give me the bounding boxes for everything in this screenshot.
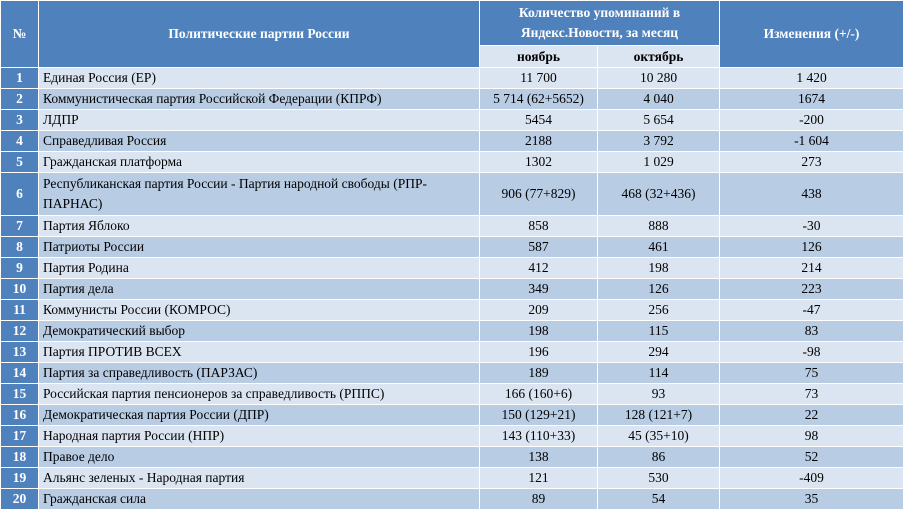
- change-value: 35: [720, 489, 904, 510]
- table-row: [1, 384, 904, 405]
- row-number: 13: [1, 342, 39, 363]
- november-count: 196: [480, 342, 598, 363]
- november-count: 89: [480, 489, 598, 510]
- november-count: 5454: [480, 110, 598, 131]
- change-value: 438: [720, 173, 904, 216]
- change-value: 22: [720, 405, 904, 426]
- table-row: [1, 426, 904, 447]
- header-party: Политические партии России: [39, 1, 480, 68]
- row-number: 1: [1, 68, 39, 89]
- party-name: ЛДПР: [39, 110, 480, 131]
- october-count: 530: [598, 468, 720, 489]
- header-november: ноябрь: [480, 46, 598, 68]
- october-count: 4 040: [598, 89, 720, 110]
- row-number: 16: [1, 405, 39, 426]
- october-count: 114: [598, 363, 720, 384]
- table-row: [1, 258, 904, 279]
- change-value: 98: [720, 426, 904, 447]
- november-count: 189: [480, 363, 598, 384]
- table-row: [1, 110, 904, 131]
- october-count: 3 792: [598, 131, 720, 152]
- october-count: 126: [598, 279, 720, 300]
- november-count: 2188: [480, 131, 598, 152]
- party-name: Партия Родина: [39, 258, 480, 279]
- table-row: [1, 131, 904, 152]
- change-value: 214: [720, 258, 904, 279]
- table-row: [1, 279, 904, 300]
- october-count: 128 (121+7): [598, 405, 720, 426]
- november-count: 11 700: [480, 68, 598, 89]
- row-number: 18: [1, 447, 39, 468]
- party-name: Партия ПРОТИВ ВСЕХ: [39, 342, 480, 363]
- row-number: 17: [1, 426, 39, 447]
- change-value: 73: [720, 384, 904, 405]
- party-name: Демократический выбор: [39, 321, 480, 342]
- header-october: октябрь: [598, 46, 720, 68]
- row-number: 4: [1, 131, 39, 152]
- row-number: 3: [1, 110, 39, 131]
- october-count: 294: [598, 342, 720, 363]
- row-number: 15: [1, 384, 39, 405]
- row-number: 5: [1, 152, 39, 173]
- october-count: 86: [598, 447, 720, 468]
- row-number: 7: [1, 216, 39, 237]
- table-row: [1, 152, 904, 173]
- november-count: 858: [480, 216, 598, 237]
- header-change: Изменения (+/-): [720, 1, 904, 68]
- change-value: 223: [720, 279, 904, 300]
- party-name: Гражданская сила: [39, 489, 480, 510]
- november-count: 166 (160+6): [480, 384, 598, 405]
- change-value: -409: [720, 468, 904, 489]
- party-name: Альянс зеленых - Народная партия: [39, 468, 480, 489]
- october-count: 93: [598, 384, 720, 405]
- change-value: 75: [720, 363, 904, 384]
- party-name: Единая Россия (ЕР): [39, 68, 480, 89]
- change-value: -98: [720, 342, 904, 363]
- october-count: 10 280: [598, 68, 720, 89]
- party-name: Коммунисты России (КОМРОС): [39, 300, 480, 321]
- row-number: 8: [1, 237, 39, 258]
- table-row: [1, 489, 904, 510]
- change-value: -30: [720, 216, 904, 237]
- october-count: 256: [598, 300, 720, 321]
- party-name: Российская партия пенсионеров за справедливость (РППС): [39, 384, 480, 405]
- change-value: 1674: [720, 89, 904, 110]
- party-name: Народная партия России (НПР): [39, 426, 480, 447]
- party-name: Гражданская платформа: [39, 152, 480, 173]
- october-count: 45 (35+10): [598, 426, 720, 447]
- november-count: 209: [480, 300, 598, 321]
- party-name: Республиканская партия России - Партия народной свободы (РПР-ПАРНАС): [39, 173, 480, 216]
- row-number: 6: [1, 173, 39, 216]
- october-count: 468 (32+436): [598, 173, 720, 216]
- table-row: [1, 447, 904, 468]
- row-number: 12: [1, 321, 39, 342]
- table-row: [1, 468, 904, 489]
- november-count: 349: [480, 279, 598, 300]
- party-name: Партия за справедливость (ПАРЗАС): [39, 363, 480, 384]
- header-number: №: [1, 1, 39, 68]
- table-row: [1, 300, 904, 321]
- table-row: [1, 173, 904, 216]
- change-value: -1 604: [720, 131, 904, 152]
- november-count: 143 (110+33): [480, 426, 598, 447]
- table-body: [1, 68, 904, 510]
- party-name: Коммунистическая партия Российской Федерации (КПРФ): [39, 89, 480, 110]
- november-count: 198: [480, 321, 598, 342]
- party-name: Справедливая Россия: [39, 131, 480, 152]
- table-row: [1, 342, 904, 363]
- change-value: -47: [720, 300, 904, 321]
- october-count: 461: [598, 237, 720, 258]
- table-row: [1, 216, 904, 237]
- table-row: [1, 237, 904, 258]
- change-value: 1 420: [720, 68, 904, 89]
- november-count: 5 714 (62+5652): [480, 89, 598, 110]
- row-number: 2: [1, 89, 39, 110]
- november-count: 150 (129+21): [480, 405, 598, 426]
- november-count: 138: [480, 447, 598, 468]
- november-count: 412: [480, 258, 598, 279]
- header-mentions: Количество упоминаний в Яндекс.Новости, за месяц: [480, 1, 720, 46]
- october-count: 115: [598, 321, 720, 342]
- table-row: [1, 321, 904, 342]
- header-row: [1, 1, 904, 46]
- change-value: 273: [720, 152, 904, 173]
- row-number: 20: [1, 489, 39, 510]
- party-name: Правое дело: [39, 447, 480, 468]
- row-number: 10: [1, 279, 39, 300]
- november-count: 1302: [480, 152, 598, 173]
- party-name: Партия дела: [39, 279, 480, 300]
- table-row: [1, 363, 904, 384]
- party-name: Патриоты России: [39, 237, 480, 258]
- october-count: 5 654: [598, 110, 720, 131]
- november-count: 587: [480, 237, 598, 258]
- change-value: 126: [720, 237, 904, 258]
- change-value: -200: [720, 110, 904, 131]
- change-value: 83: [720, 321, 904, 342]
- row-number: 14: [1, 363, 39, 384]
- table-row: [1, 68, 904, 89]
- party-name: Демократическая партия России (ДПР): [39, 405, 480, 426]
- october-count: 198: [598, 258, 720, 279]
- party-name: Партия Яблоко: [39, 216, 480, 237]
- october-count: 1 029: [598, 152, 720, 173]
- row-number: 11: [1, 300, 39, 321]
- october-count: 54: [598, 489, 720, 510]
- november-count: 906 (77+829): [480, 173, 598, 216]
- change-value: 52: [720, 447, 904, 468]
- table-row: [1, 405, 904, 426]
- row-number: 9: [1, 258, 39, 279]
- row-number: 19: [1, 468, 39, 489]
- november-count: 121: [480, 468, 598, 489]
- october-count: 888: [598, 216, 720, 237]
- table-row: [1, 89, 904, 110]
